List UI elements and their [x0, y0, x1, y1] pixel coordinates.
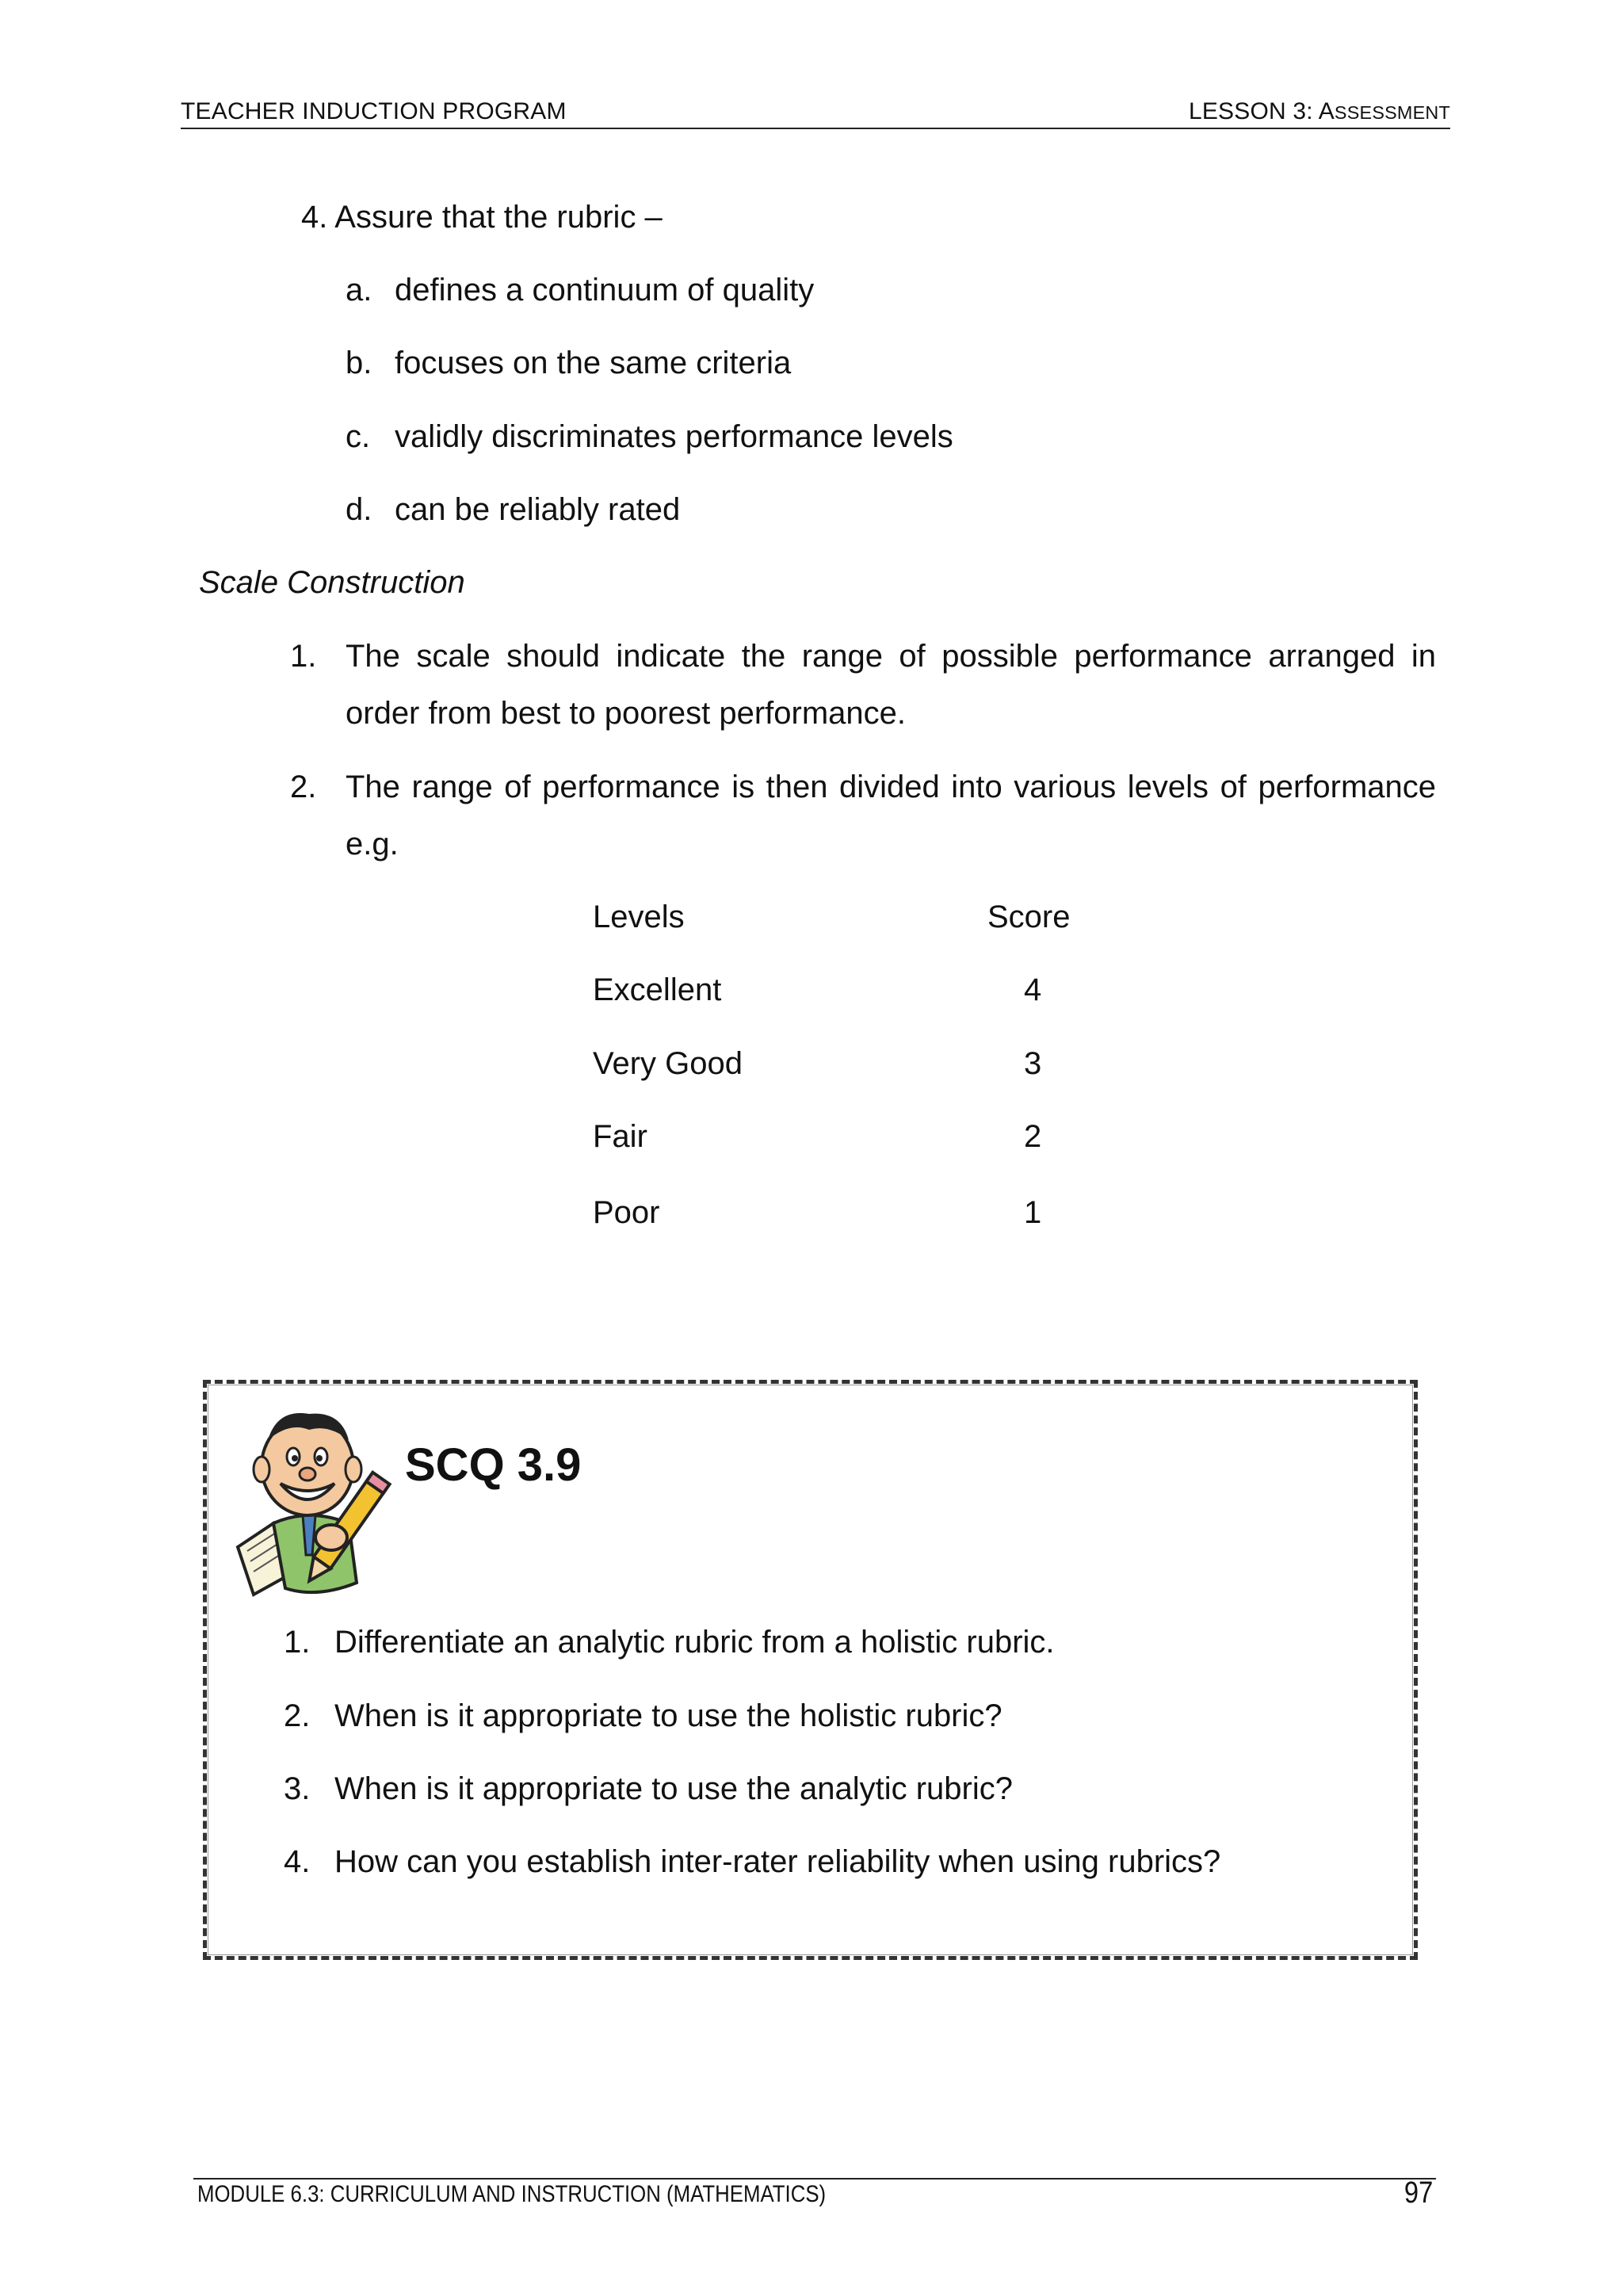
- rubric-item-text: can be reliably rated: [395, 492, 681, 527]
- level-cell: Fair: [593, 1119, 647, 1154]
- score-cell: 1: [1024, 1195, 1042, 1230]
- header-right-smallcaps: SSESSMENT: [1334, 102, 1450, 123]
- rubric-item-text: focuses on the same criteria: [395, 346, 792, 380]
- level-cell: Very Good: [593, 1046, 743, 1081]
- score-header: Score: [987, 900, 1071, 934]
- cartoon-teacher-illustration: [230, 1404, 396, 1603]
- scq-question-number: 3.: [284, 1771, 311, 1806]
- rubric-intro: 4. Assure that the rubric –: [301, 200, 663, 235]
- scq-question-number: 1.: [284, 1625, 311, 1660]
- rubric-item-letter: c.: [346, 419, 371, 454]
- scq-question-text: When is it appropriate to use the analytic rubric?: [334, 1771, 1013, 1806]
- scq-question-text: When is it appropriate to use the holistic rubric?: [334, 1698, 1002, 1733]
- rubric-item-letter: d.: [346, 492, 372, 527]
- footer-module: MODULE 6.3: CURRICULUM AND INSTRUCTION (MATHEMATICS): [197, 2181, 827, 2207]
- header-rule: [181, 128, 1450, 129]
- score-cell: 2: [1024, 1119, 1042, 1154]
- scq-question-number: 2.: [284, 1698, 311, 1733]
- rubric-item-text: defines a continuum of quality: [395, 273, 815, 308]
- scale-item-text: The scale should indicate the range of possible performance arranged in order from best to poorest performance.: [346, 639, 1436, 731]
- score-cell: 3: [1024, 1046, 1042, 1081]
- header-right: [1189, 98, 1450, 125]
- level-cell: Excellent: [593, 972, 722, 1007]
- scale-item-number: 2.: [290, 770, 317, 804]
- scq-question-text: Differentiate an analytic rubric from a holistic rubric.: [334, 1625, 1055, 1660]
- scale-heading: Scale Construction: [199, 565, 465, 600]
- scale-item-text: The range of performance is then divided into various levels of performance e.g.: [346, 770, 1436, 861]
- scale-item-number: 1.: [290, 639, 317, 674]
- header-left: TEACHER INDUCTION PROGRAM: [181, 98, 567, 124]
- footer-rule: [193, 2178, 1436, 2179]
- scq-question-number: 4.: [284, 1844, 311, 1879]
- scq-question-text: How can you establish inter-rater reliability when using rubrics?: [334, 1844, 1221, 1879]
- rubric-item-letter: b.: [346, 346, 372, 380]
- header-right-prefix: LESSON 3: A: [1188, 98, 1335, 124]
- levels-header: Levels: [593, 900, 685, 934]
- scq-title: SCQ 3.9: [405, 1439, 582, 1491]
- level-cell: Poor: [593, 1195, 660, 1230]
- score-cell: 4: [1024, 972, 1042, 1007]
- rubric-item-letter: a.: [346, 273, 372, 308]
- page-number: 97: [1403, 2176, 1433, 2210]
- rubric-item-text: validly discriminates performance levels: [395, 419, 953, 454]
